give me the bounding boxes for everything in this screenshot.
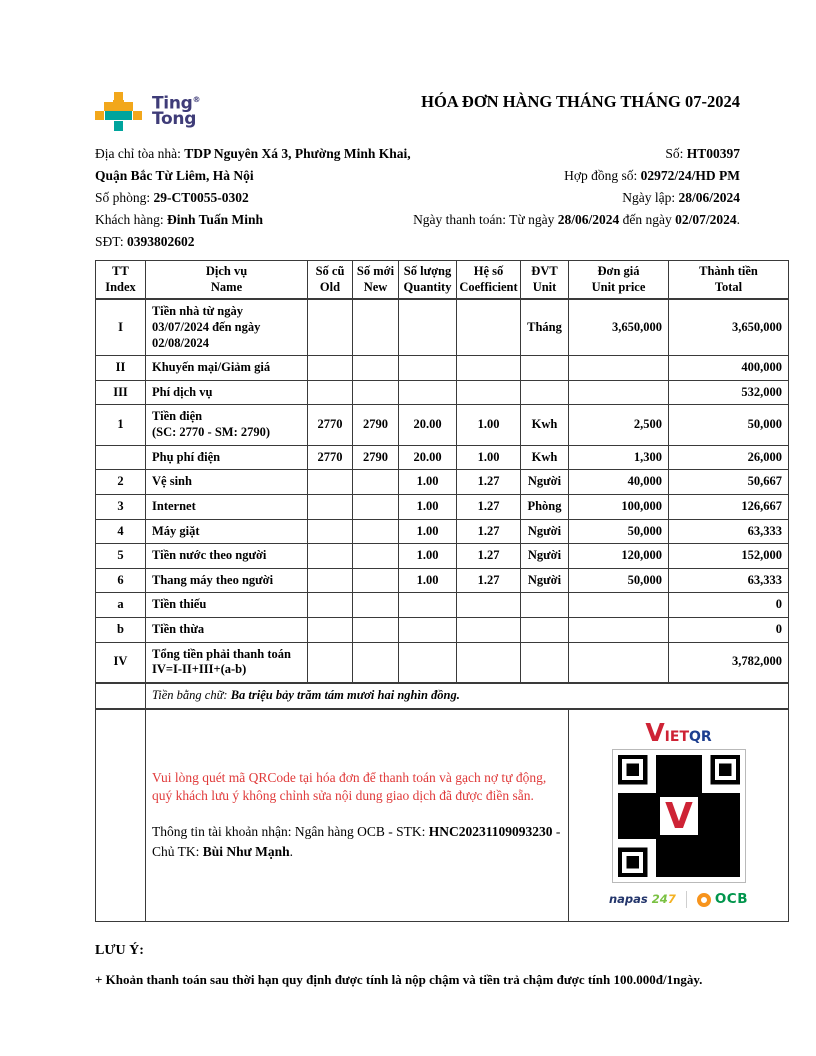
- cell-qty: [399, 380, 457, 405]
- cell-tt: a: [96, 593, 146, 618]
- table-row: [96, 494, 789, 519]
- cell-price: [569, 356, 669, 381]
- cell-old: [308, 519, 353, 544]
- cell-price: 50,000: [569, 519, 669, 544]
- cell-new: [353, 642, 399, 683]
- cell-tt: II: [96, 356, 146, 381]
- cell-qty: [399, 618, 457, 643]
- cell-coef: 1.27: [457, 544, 521, 569]
- info-line: Ngày lập: 28/06/2024: [622, 190, 740, 205]
- cell-qty: [399, 356, 457, 381]
- divider: [686, 891, 687, 908]
- cell-unit: Người: [521, 544, 569, 569]
- cell-coef: [457, 618, 521, 643]
- cell-coef: 1.00: [457, 445, 521, 470]
- info-line: SĐT: 0393802602: [95, 234, 195, 249]
- cell-tt: b: [96, 618, 146, 643]
- tingtong-logo-icon: [95, 92, 143, 131]
- cell-new: [353, 380, 399, 405]
- napas-logo: napas 247: [608, 892, 676, 907]
- payment-notes-cell: [146, 709, 569, 922]
- cell-tt: 5: [96, 544, 146, 569]
- cell-qty: 20.00: [399, 445, 457, 470]
- notice-heading: LƯU Ý:: [95, 942, 144, 958]
- cell-unit: [521, 593, 569, 618]
- cell-old: [308, 380, 353, 405]
- cell-coef: 1.27: [457, 519, 521, 544]
- cell-name: Khuyến mại/Giảm giá: [146, 356, 308, 381]
- column-header: Số lượng Quantity: [399, 261, 457, 300]
- table-row: [96, 593, 789, 618]
- cell-old: 2770: [308, 445, 353, 470]
- ocb-icon: [697, 893, 711, 907]
- cell-coef: [457, 642, 521, 683]
- cell-total: 532,000: [669, 380, 789, 405]
- cell-total: 400,000: [669, 356, 789, 381]
- cell-tt: 1: [96, 405, 146, 445]
- cell-unit: Kwh: [521, 405, 569, 445]
- cell-name: Phí dịch vụ: [146, 380, 308, 405]
- vietqr-v: V: [645, 718, 665, 747]
- cell-old: [308, 544, 353, 569]
- cell-price: [569, 642, 669, 683]
- cell-new: [353, 544, 399, 569]
- cell-old: [308, 593, 353, 618]
- table-row: [96, 380, 789, 405]
- cell-total: 152,000: [669, 544, 789, 569]
- invoice-title: HÓA ĐƠN HÀNG THÁNG THÁNG 07-2024: [421, 92, 740, 111]
- cell-price: 100,000: [569, 494, 669, 519]
- amount-in-words-row: [96, 683, 789, 709]
- cell-old: 2770: [308, 405, 353, 445]
- cell-unit: [521, 618, 569, 643]
- cell-new: [353, 470, 399, 495]
- column-header: TT Index: [96, 261, 146, 300]
- table-row: [96, 356, 789, 381]
- tingtong-logo: [95, 92, 200, 131]
- header-row: [96, 261, 789, 300]
- cell-name: Tổng tiền phải thanh toán IV=I-II+III+(a-b): [146, 642, 308, 683]
- table-header: [96, 261, 789, 300]
- info-line: Hợp đồng số: 02972/24/HD PM: [564, 168, 740, 183]
- cell-price: 120,000: [569, 544, 669, 569]
- cell-unit: Kwh: [521, 445, 569, 470]
- cell-price: 2,500: [569, 405, 669, 445]
- cell-total: 126,667: [669, 494, 789, 519]
- cell-coef: [457, 593, 521, 618]
- cell-coef: 1.27: [457, 470, 521, 495]
- cell-new: [353, 618, 399, 643]
- info-section: [0, 131, 816, 253]
- cell-old: [308, 356, 353, 381]
- cell-coef: 1.00: [457, 405, 521, 445]
- cell-unit: Người: [521, 470, 569, 495]
- qr-code-cell: [569, 709, 789, 922]
- qr-payment-row: [96, 709, 789, 922]
- cell-name: Internet: [146, 494, 308, 519]
- cell-new: [353, 593, 399, 618]
- table-row: [96, 405, 789, 445]
- cell-total: 63,333: [669, 519, 789, 544]
- cell-old: [308, 568, 353, 593]
- cell-total: 3,650,000: [669, 299, 789, 355]
- cell-qty: 20.00: [399, 405, 457, 445]
- svg-text:V: V: [664, 796, 693, 838]
- cell-total: 0: [669, 618, 789, 643]
- cell-total: 50,667: [669, 470, 789, 495]
- cell-tt: IV: [96, 642, 146, 683]
- column-header: Đơn giá Unit price: [569, 261, 669, 300]
- cell-unit: [521, 642, 569, 683]
- cell-unit: [521, 380, 569, 405]
- empty-cell: [96, 709, 146, 922]
- column-header: Thành tiền Total: [669, 261, 789, 300]
- cell-tt: III: [96, 380, 146, 405]
- cell-price: 40,000: [569, 470, 669, 495]
- cell-price: 50,000: [569, 568, 669, 593]
- header: [0, 0, 816, 131]
- ocb-logo: OCB: [697, 891, 748, 908]
- cell-tt: I: [96, 299, 146, 355]
- empty-cell: [96, 683, 146, 709]
- cell-name: Tiền điện (SC: 2770 - SM: 2790): [146, 405, 308, 445]
- payment-brands: [575, 891, 782, 908]
- qr-code: [612, 749, 746, 883]
- table-row: [96, 445, 789, 470]
- cell-unit: Phòng: [521, 494, 569, 519]
- cell-old: [308, 299, 353, 355]
- registered-mark-icon: ®: [192, 95, 201, 104]
- cell-old: [308, 470, 353, 495]
- cell-qty: 1.00: [399, 544, 457, 569]
- column-header: Số mới New: [353, 261, 399, 300]
- cell-name: Tiền thiếu: [146, 593, 308, 618]
- cell-price: [569, 593, 669, 618]
- cell-total: 50,000: [669, 405, 789, 445]
- cell-qty: 1.00: [399, 470, 457, 495]
- cell-tt: 3: [96, 494, 146, 519]
- column-header: Hệ số Coefficient: [457, 261, 521, 300]
- info-line: Số: HT00397: [665, 146, 740, 161]
- cell-new: [353, 356, 399, 381]
- cell-qty: 1.00: [399, 494, 457, 519]
- qr-payment-warning: Vui lòng quét mã QRCode tại hóa đơn để thanh toán và gạch nợ tự động, quý khách lưu ý không chỉnh sửa nội dung giao dịch đã được điền sẵn.: [152, 769, 547, 804]
- customer-info: [95, 143, 413, 253]
- invoice-meta: [413, 143, 740, 253]
- cell-price: [569, 618, 669, 643]
- cell-total: 26,000: [669, 445, 789, 470]
- info-line: Địa chỉ tòa nhà: TDP Nguyên Xá 3, Phường Minh Khai, Quận Bắc Từ Liêm, Hà Nội: [95, 146, 411, 183]
- table-row: [96, 519, 789, 544]
- cell-name: Tiền nhà từ ngày 03/07/2024 đến ngày 02/08/2024: [146, 299, 308, 355]
- cell-new: 2790: [353, 445, 399, 470]
- table-row: [96, 470, 789, 495]
- amount-in-words: Tiền bằng chữ: Ba triệu bảy trăm tám mươi hai nghìn đồng.: [146, 683, 789, 709]
- account-info: Thông tin tài khoản nhận: Ngân hàng OCB - STK: HNC20231109093230 - Chủ TK: Bùi Như Mạnh.: [152, 824, 561, 859]
- cell-price: [569, 380, 669, 405]
- column-header: ĐVT Unit: [521, 261, 569, 300]
- cell-unit: Người: [521, 519, 569, 544]
- cell-price: 1,300: [569, 445, 669, 470]
- cell-total: 0: [669, 593, 789, 618]
- table-row: [96, 642, 789, 683]
- cell-qty: [399, 642, 457, 683]
- column-header: Dịch vụ Name: [146, 261, 308, 300]
- table-row: [96, 299, 789, 355]
- info-line: Số phòng: 29-CT0055-0302: [95, 190, 249, 205]
- cell-unit: [521, 356, 569, 381]
- invoice-table: [95, 260, 789, 922]
- tingtong-logo-text: Ting® Tong: [152, 93, 201, 129]
- table-row: [96, 544, 789, 569]
- cell-old: [308, 494, 353, 519]
- table-row: [96, 568, 789, 593]
- column-header: Số cũ Old: [308, 261, 353, 300]
- cell-tt: 6: [96, 568, 146, 593]
- cell-qty: 1.00: [399, 519, 457, 544]
- cell-qty: [399, 593, 457, 618]
- cell-new: [353, 299, 399, 355]
- cell-coef: [457, 380, 521, 405]
- cell-price: 3,650,000: [569, 299, 669, 355]
- cell-unit: Tháng: [521, 299, 569, 355]
- cell-coef: [457, 299, 521, 355]
- notice-text: + Khoản thanh toán sau thời hạn quy định được tính là nộp chậm và tiền trả chậm được tính 100.000đ/1ngày.: [95, 971, 703, 987]
- cell-unit: Người: [521, 568, 569, 593]
- cell-coef: 1.27: [457, 568, 521, 593]
- cell-total: 63,333: [669, 568, 789, 593]
- cell-qty: [399, 299, 457, 355]
- cell-new: 2790: [353, 405, 399, 445]
- cell-coef: 1.27: [457, 494, 521, 519]
- cell-new: [353, 568, 399, 593]
- cell-name: Vệ sinh: [146, 470, 308, 495]
- info-line: Ngày thanh toán: Từ ngày 28/06/2024 đến ngày 02/07/2024.: [413, 212, 740, 227]
- cell-total: 3,782,000: [669, 642, 789, 683]
- cell-tt: [96, 445, 146, 470]
- cell-qty: 1.00: [399, 568, 457, 593]
- cell-old: [308, 642, 353, 683]
- cell-name: Tiền nước theo người: [146, 544, 308, 569]
- cell-name: Tiền thừa: [146, 618, 308, 643]
- cell-name: Thang máy theo người: [146, 568, 308, 593]
- vietqr-logo: VIETQR: [645, 718, 712, 747]
- info-line: Khách hàng: Đinh Tuấn Minh: [95, 212, 264, 227]
- cell-old: [308, 618, 353, 643]
- cell-new: [353, 519, 399, 544]
- cell-coef: [457, 356, 521, 381]
- cell-tt: 4: [96, 519, 146, 544]
- cell-tt: 2: [96, 470, 146, 495]
- cell-name: Máy giặt: [146, 519, 308, 544]
- cell-name: Phụ phí điện: [146, 445, 308, 470]
- footer-notes: [0, 922, 816, 988]
- table-body: [96, 299, 789, 683]
- cell-new: [353, 494, 399, 519]
- table-row: [96, 618, 789, 643]
